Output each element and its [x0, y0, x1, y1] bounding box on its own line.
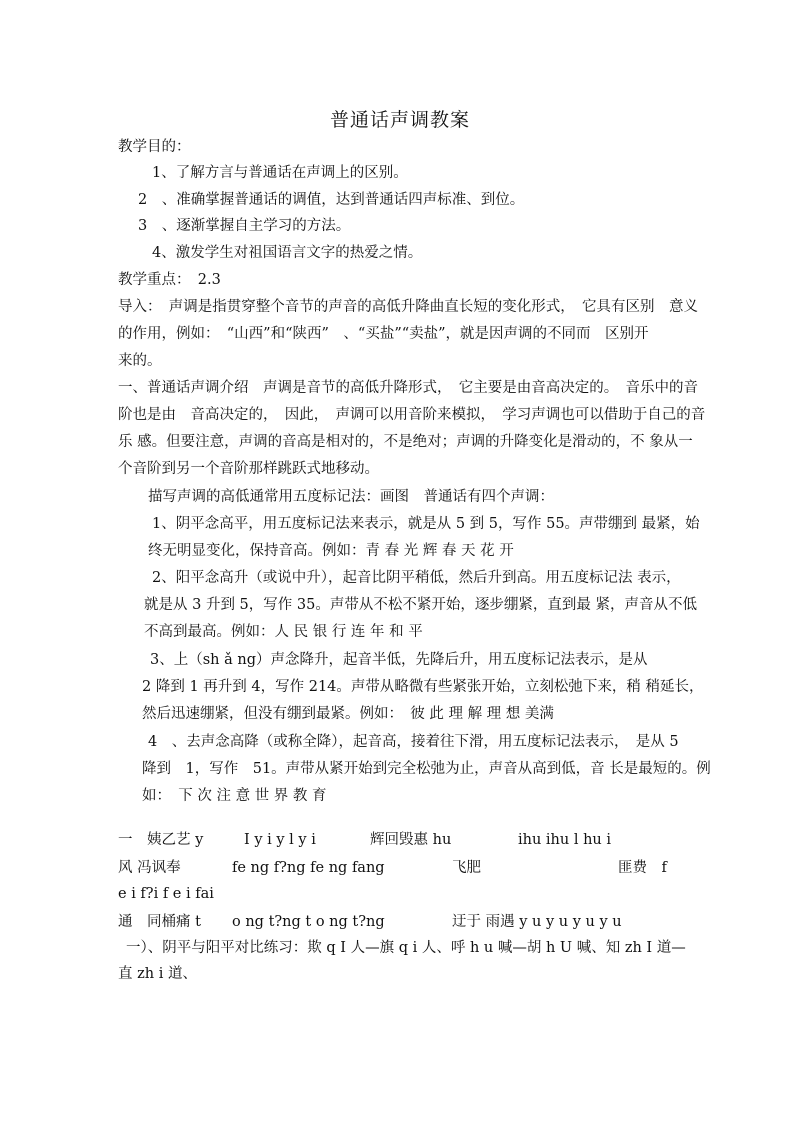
tone2-line: 不高到最高。例如：人 民 银 行 连 年 和 平 — [144, 624, 423, 640]
drill-cell: 迂于 雨遇 y u y u y u y u — [452, 914, 622, 930]
drill-cell: fe ng f?ng fe ng fang — [232, 860, 385, 876]
tone1-line: 终无明显变化，保持音高。例如：青 春 光 辉 春 天 花 开 — [148, 543, 514, 559]
practice-line: 一）、阴平与阳平对比练习：欺 q I 人—旗 q i 人、呼 h u 喊—胡 h U 喊、知 zh I 道— — [126, 940, 686, 956]
objectives-heading: 教学目的： — [118, 139, 191, 155]
page-title: 普通话声调教案 — [329, 109, 470, 131]
drill-cell: o ng t?ng t o ng t?ng — [232, 914, 385, 930]
section1-line: 阶也是由 音高决定的， 因此， 声调可以用音阶来模拟， 学习声调也可以借助于自己的音 — [118, 407, 706, 423]
drill-cell: 风 冯讽奉 — [118, 860, 181, 876]
intro-line: 来的。 — [118, 353, 162, 369]
intro-line: 导入： 声调是指贯穿整个音节的声音的高低升降曲直长短的变化形式， 它具有区别 意义 — [118, 299, 698, 315]
practice-line: 直 zh i 道、 — [118, 966, 197, 982]
drill-cell: 飞肥 — [452, 860, 481, 876]
drill-cell: I y i y l y i — [244, 832, 316, 848]
objective-item: 1、了解方言与普通话在声调上的区别。 — [152, 165, 408, 181]
drill-cell: 一 姨乙艺 y — [118, 832, 204, 848]
section1-line: 乐 感。但要注意，声调的音高是相对的，不是绝对；声调的升降变化是滑动的，不 象从一 — [118, 434, 693, 450]
tone3-line: 2 降到 1 再升到 4，写作 214。声带从略微有些紧张开始，立刻松弛下来，稍 稍延长， — [142, 679, 704, 695]
section1-line: 个音阶到另一个音阶那样跳跃式地移动。 — [118, 461, 379, 477]
objective-item: 4、激发学生对祖国语言文字的热爱之情。 — [152, 245, 423, 261]
objective-item: 2 、准确掌握普通话的调值，达到普通话四声标准、到位。 — [138, 192, 525, 208]
tone2-line: 就是从 3 升到 5，写作 35。声带从不松不紧开始，逐步绷紧，直到最 紧，声音从不低 — [144, 597, 697, 613]
tone2-line: 2、阳平念高升（或说中升），起音比阴平稍低，然后升到高。用五度标记法 表示， — [152, 570, 681, 586]
five-degree-line: 描写声调的高低通常用五度标记法：画图 普通话有四个声调： — [148, 489, 554, 505]
drill-cell: 通 同桶痛 t — [118, 914, 201, 930]
tone3-line: 3、上（sh ǎ ng）声念降升，起音半低，先降后升，用五度标记法表示，是从 — [150, 652, 648, 668]
section1-line: 一、普通话声调介绍 声调是音节的高低升降形式， 它主要是由音高决定的。 音乐中的音 — [118, 380, 698, 396]
drill-cell: 匪费 f — [618, 860, 667, 876]
objective-item: 3 、逐渐掌握自主学习的方法。 — [138, 218, 351, 234]
drill-cell: e i f?i f e i fai — [118, 886, 214, 902]
tone4-line: 如： 下 次 注 意 世 界 教 育 — [142, 788, 327, 804]
tone3-line: 然后迅速绷紧，但没有绷到最紧。例如： 彼 此 理 解 理 想 美满 — [142, 706, 554, 722]
tone4-line: 4 、去声念高降（或称全降），起音高，接着往下滑，用五度标记法表示， 是从 5 — [148, 734, 679, 750]
drill-cell: 辉回毁惠 hu — [370, 832, 452, 848]
intro-line: 的作用，例如： “山西”和“陕西” 、“买盐”“卖盐”，就是因声调的不同而 区别开 — [118, 326, 649, 342]
key-points: 教学重点： 2.3 — [118, 272, 221, 288]
drill-cell: ihu ihu l hu i — [518, 832, 612, 848]
tone4-line: 降到 1，写作 51。声带从紧开始到完全松弛为止，声音从高到低，音 长是最短的。例 — [142, 761, 711, 777]
tone1-line: 1、阴平念高平，用五度标记法来表示，就是从 5 到 5，写作 55。声带绷到 最紧，始 — [152, 516, 700, 532]
